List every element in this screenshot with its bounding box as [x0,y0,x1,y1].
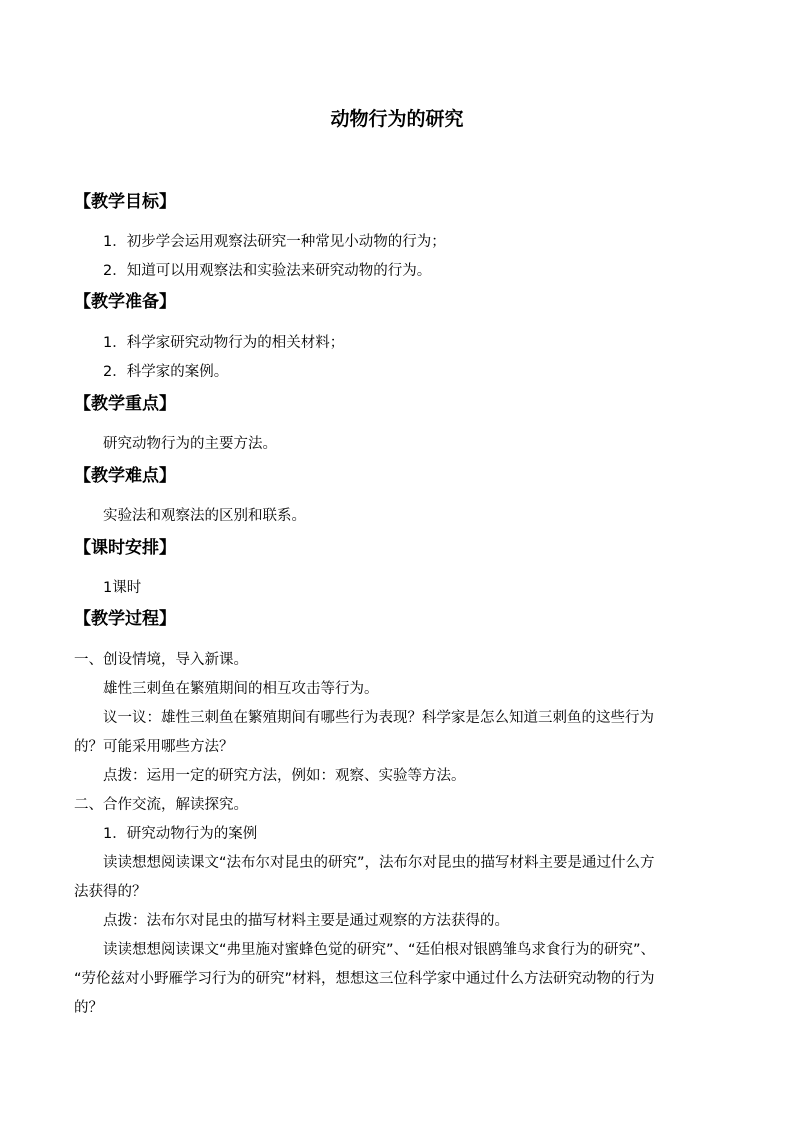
key-point-text: 研究动物行为的主要方法。 [103,436,277,452]
heading-key-point: 【教学重点】 [74,394,176,414]
heading-teaching-preparation: 【教学准备】 [74,292,176,312]
process-line: 雄性三刺鱼在繁殖期间的相互攻击等行为。 [103,681,379,697]
heading-schedule: 【课时安排】 [74,538,176,558]
process-line: 议一议：雄性三刺鱼在繁殖期间有哪些行为表现？科学家是怎么知道三刺鱼的这些行为 [103,710,654,726]
preparation-item-1: 1．科学家研究动物行为的相关材料； [103,335,345,351]
goal-item-1: 1．初步学会运用观察法研究一种常见小动物的行为； [103,234,446,250]
heading-difficulty: 【教学难点】 [74,466,176,486]
process-line: 法获得的？ [74,884,147,900]
heading-teaching-goals: 【教学目标】 [74,192,176,212]
process-line: 二、合作交流，解读探究。 [74,797,248,813]
process-line: 点拨：法布尔对昆虫的描写材料主要是通过观察的方法获得的。 [103,913,509,929]
process-line: 的？ [74,1000,103,1016]
heading-teaching-process: 【教学过程】 [74,609,176,629]
process-line: 点拨：运用一定的研究方法，例如：观察、实验等方法。 [103,768,466,784]
process-line: 的？可能采用哪些方法？ [74,739,234,755]
schedule-text: 1课时 [103,580,142,596]
goal-item-2: 2．知道可以用观察法和实验法来研究动物的行为。 [103,263,432,279]
process-line: “劳伦兹对小野雁学习行为的研究”材料，想想这三位科学家中通过什么方法研究动物的行为 [74,971,655,987]
preparation-item-2: 2．科学家的案例。 [103,364,229,380]
process-line: 读读想想阅读课文“弗里施对蜜蜂色觉的研究”、“廷伯根对银鸥雏鸟求食行为的研究”、 [103,942,656,958]
process-line: 一、创设情境，导入新课。 [74,652,248,668]
process-line: 1．研究动物行为的案例 [103,826,258,842]
difficulty-text: 实验法和观察法的区别和联系。 [103,508,306,524]
document-title: 动物行为的研究 [330,108,464,130]
process-line: 读读想想阅读课文“法布尔对昆虫的研究”，法布尔对昆虫的描写材料主要是通过什么方 [103,855,655,871]
